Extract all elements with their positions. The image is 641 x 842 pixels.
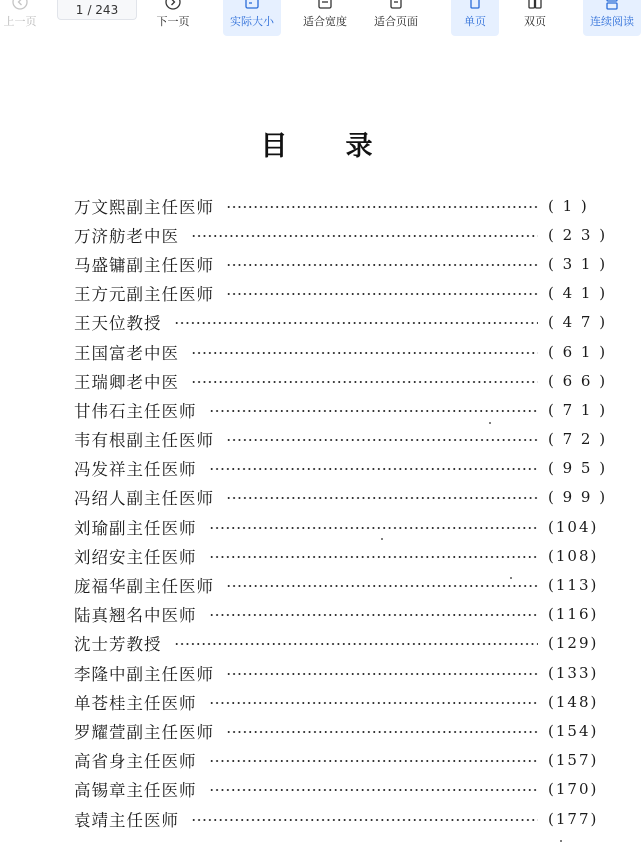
single-page-label: 单页 bbox=[464, 15, 486, 28]
continuous-reading-icon bbox=[604, 0, 620, 10]
toc-entry-name: 马盛镛副主任医师 bbox=[74, 255, 214, 275]
toc-leader-dots bbox=[226, 497, 538, 499]
toc-entry-name: 刘瑜副主任医师 bbox=[74, 518, 197, 538]
toc-leader-dots bbox=[209, 702, 539, 704]
toc-entry[interactable] bbox=[74, 191, 610, 220]
toc-entry[interactable] bbox=[74, 512, 610, 541]
toc-entry[interactable] bbox=[74, 220, 610, 249]
toc-entry-name: 单苍桂主任医师 bbox=[74, 693, 197, 713]
toc-entry[interactable] bbox=[74, 804, 610, 833]
continuous-reading-button[interactable] bbox=[583, 0, 641, 36]
toc-entry-page: (129) bbox=[548, 634, 599, 653]
fit-width-button[interactable] bbox=[295, 0, 355, 36]
scan-speck bbox=[381, 538, 383, 540]
toc-entry-page: ( 3 1 ) bbox=[548, 254, 608, 273]
total-pages: / 243 bbox=[87, 2, 119, 17]
table-of-contents bbox=[74, 191, 610, 833]
toc-entry-name: 冯发祥主任医师 bbox=[74, 460, 197, 480]
toc-entry-name: 冯绍人副主任医师 bbox=[74, 489, 214, 509]
fit-width-icon bbox=[317, 0, 333, 10]
toc-entry[interactable] bbox=[74, 746, 610, 775]
toc-entry-name: 李隆中副主任医师 bbox=[74, 664, 214, 684]
toc-entry[interactable] bbox=[74, 279, 610, 308]
toc-leader-dots bbox=[226, 206, 538, 208]
toc-entry[interactable] bbox=[74, 716, 610, 745]
toc-entry-page: ( 9 9 ) bbox=[548, 488, 608, 507]
toc-entry[interactable] bbox=[74, 425, 610, 454]
toc-entry-name: 王瑞卿老中医 bbox=[74, 372, 179, 392]
toc-entry-name: 高锡章主任医师 bbox=[74, 781, 197, 801]
toc-entry-page: ( 6 1 ) bbox=[548, 342, 608, 361]
toc-entry[interactable] bbox=[74, 395, 610, 424]
document-page bbox=[0, 36, 641, 842]
actual-size-label: 实际大小 bbox=[230, 15, 274, 28]
toc-entry[interactable] bbox=[74, 600, 610, 629]
toc-entry-name: 陆真翘名中医师 bbox=[74, 606, 197, 626]
current-page: 1 bbox=[75, 2, 84, 17]
toc-leader-dots bbox=[226, 264, 538, 266]
prev-page-button[interactable] bbox=[0, 0, 40, 36]
toc-entry[interactable] bbox=[74, 308, 610, 337]
toc-entry[interactable] bbox=[74, 687, 610, 716]
toc-entry-name: 王天位教授 bbox=[74, 314, 162, 334]
toc-leader-dots bbox=[191, 352, 538, 354]
scan-speck bbox=[489, 422, 491, 424]
toc-entry[interactable] bbox=[74, 483, 610, 512]
toc-entry-page: ( 2 3 ) bbox=[548, 225, 608, 244]
toc-leader-dots bbox=[209, 760, 539, 762]
toc-entry-name: 万文熙副主任医师 bbox=[74, 197, 214, 217]
toc-entry-page: (170) bbox=[548, 780, 599, 799]
toc-entry-page: ( 7 1 ) bbox=[548, 400, 608, 419]
toc-entry-page: (104) bbox=[548, 517, 599, 536]
toc-title: 目录 bbox=[260, 131, 431, 162]
toc-entry-page: (116) bbox=[548, 605, 599, 624]
toc-entry[interactable] bbox=[74, 775, 610, 804]
toc-entry-name: 韦有根副主任医师 bbox=[74, 431, 214, 451]
toc-leader-dots bbox=[191, 819, 538, 821]
double-page-button[interactable] bbox=[512, 0, 558, 36]
fit-page-button[interactable] bbox=[367, 0, 425, 36]
double-page-icon bbox=[527, 0, 543, 10]
toc-entry-name: 万济舫老中医 bbox=[74, 226, 179, 246]
toc-entry[interactable] bbox=[74, 570, 610, 599]
toc-entry[interactable] bbox=[74, 658, 610, 687]
toc-leader-dots bbox=[209, 556, 539, 558]
double-page-label: 双页 bbox=[524, 15, 546, 28]
toc-leader-dots bbox=[226, 439, 538, 441]
toc-leader-dots bbox=[209, 410, 539, 412]
next-page-button[interactable] bbox=[150, 0, 196, 36]
scan-speck bbox=[510, 577, 512, 579]
actual-size-icon bbox=[244, 0, 260, 10]
actual-size-button[interactable] bbox=[223, 0, 281, 36]
toc-leader-dots bbox=[209, 527, 539, 529]
continuous-reading-label: 连续阅读 bbox=[590, 15, 634, 28]
toc-entry-page: ( 4 1 ) bbox=[548, 284, 608, 303]
reader-toolbar bbox=[0, 0, 641, 37]
chevron-left-circle-icon bbox=[12, 0, 28, 10]
toc-entry-name: 刘绍安主任医师 bbox=[74, 547, 197, 567]
page-number-input[interactable] bbox=[57, 0, 137, 20]
toc-leader-dots bbox=[226, 293, 538, 295]
toc-entry-page: (177) bbox=[548, 809, 599, 828]
toc-leader-dots bbox=[226, 731, 538, 733]
prev-page-label: 上一页 bbox=[3, 15, 37, 28]
next-page-label: 下一页 bbox=[156, 15, 190, 28]
single-page-icon bbox=[467, 0, 483, 10]
toc-entry-name: 庞福华副主任医师 bbox=[74, 577, 214, 597]
toc-entry[interactable] bbox=[74, 366, 610, 395]
toc-entry[interactable] bbox=[74, 454, 610, 483]
chevron-right-circle-icon bbox=[165, 0, 181, 10]
toc-entry[interactable] bbox=[74, 541, 610, 570]
toc-entry-name: 罗耀萱副主任医师 bbox=[74, 722, 214, 742]
toc-entry-page: (157) bbox=[548, 751, 599, 770]
toc-leader-dots bbox=[174, 322, 539, 324]
toc-entry-name: 王国富老中医 bbox=[74, 343, 179, 363]
toc-entry-name: 袁靖主任医师 bbox=[74, 810, 179, 830]
toc-entry-page: ( 1 ) bbox=[548, 196, 589, 215]
toc-entry[interactable] bbox=[74, 629, 610, 658]
toc-leader-dots bbox=[209, 789, 539, 791]
toc-entry-page: ( 7 2 ) bbox=[548, 430, 608, 449]
toc-entry-page: (154) bbox=[548, 721, 599, 740]
toc-entry[interactable] bbox=[74, 337, 610, 366]
fit-page-label: 适合页面 bbox=[374, 15, 418, 28]
toc-leader-dots bbox=[174, 643, 539, 645]
toc-entry-page: (108) bbox=[548, 546, 599, 565]
fit-width-label: 适合宽度 bbox=[303, 15, 347, 28]
toc-leader-dots bbox=[226, 673, 538, 675]
toc-entry[interactable] bbox=[74, 249, 610, 278]
toc-entry-page: (113) bbox=[548, 576, 599, 595]
toc-leader-dots bbox=[209, 614, 539, 616]
toc-entry-name: 甘伟石主任医师 bbox=[74, 401, 197, 421]
toc-entry-page: ( 4 7 ) bbox=[548, 313, 608, 332]
toc-entry-page: ( 9 5 ) bbox=[548, 459, 608, 478]
toc-entry-name: 王方元副主任医师 bbox=[74, 285, 214, 305]
toc-leader-dots bbox=[226, 585, 538, 587]
toc-entry-page: ( 6 6 ) bbox=[548, 371, 608, 390]
toc-leader-dots bbox=[209, 468, 539, 470]
toc-entry-name: 高省身主任医师 bbox=[74, 752, 197, 772]
fit-page-icon bbox=[388, 0, 404, 10]
toc-entry-page: (148) bbox=[548, 692, 599, 711]
toc-entry-name: 沈士芳教授 bbox=[74, 635, 162, 655]
toc-entry-page: (133) bbox=[548, 663, 599, 682]
toc-leader-dots bbox=[191, 381, 538, 383]
toc-leader-dots bbox=[191, 235, 538, 237]
single-page-button[interactable] bbox=[451, 0, 499, 36]
